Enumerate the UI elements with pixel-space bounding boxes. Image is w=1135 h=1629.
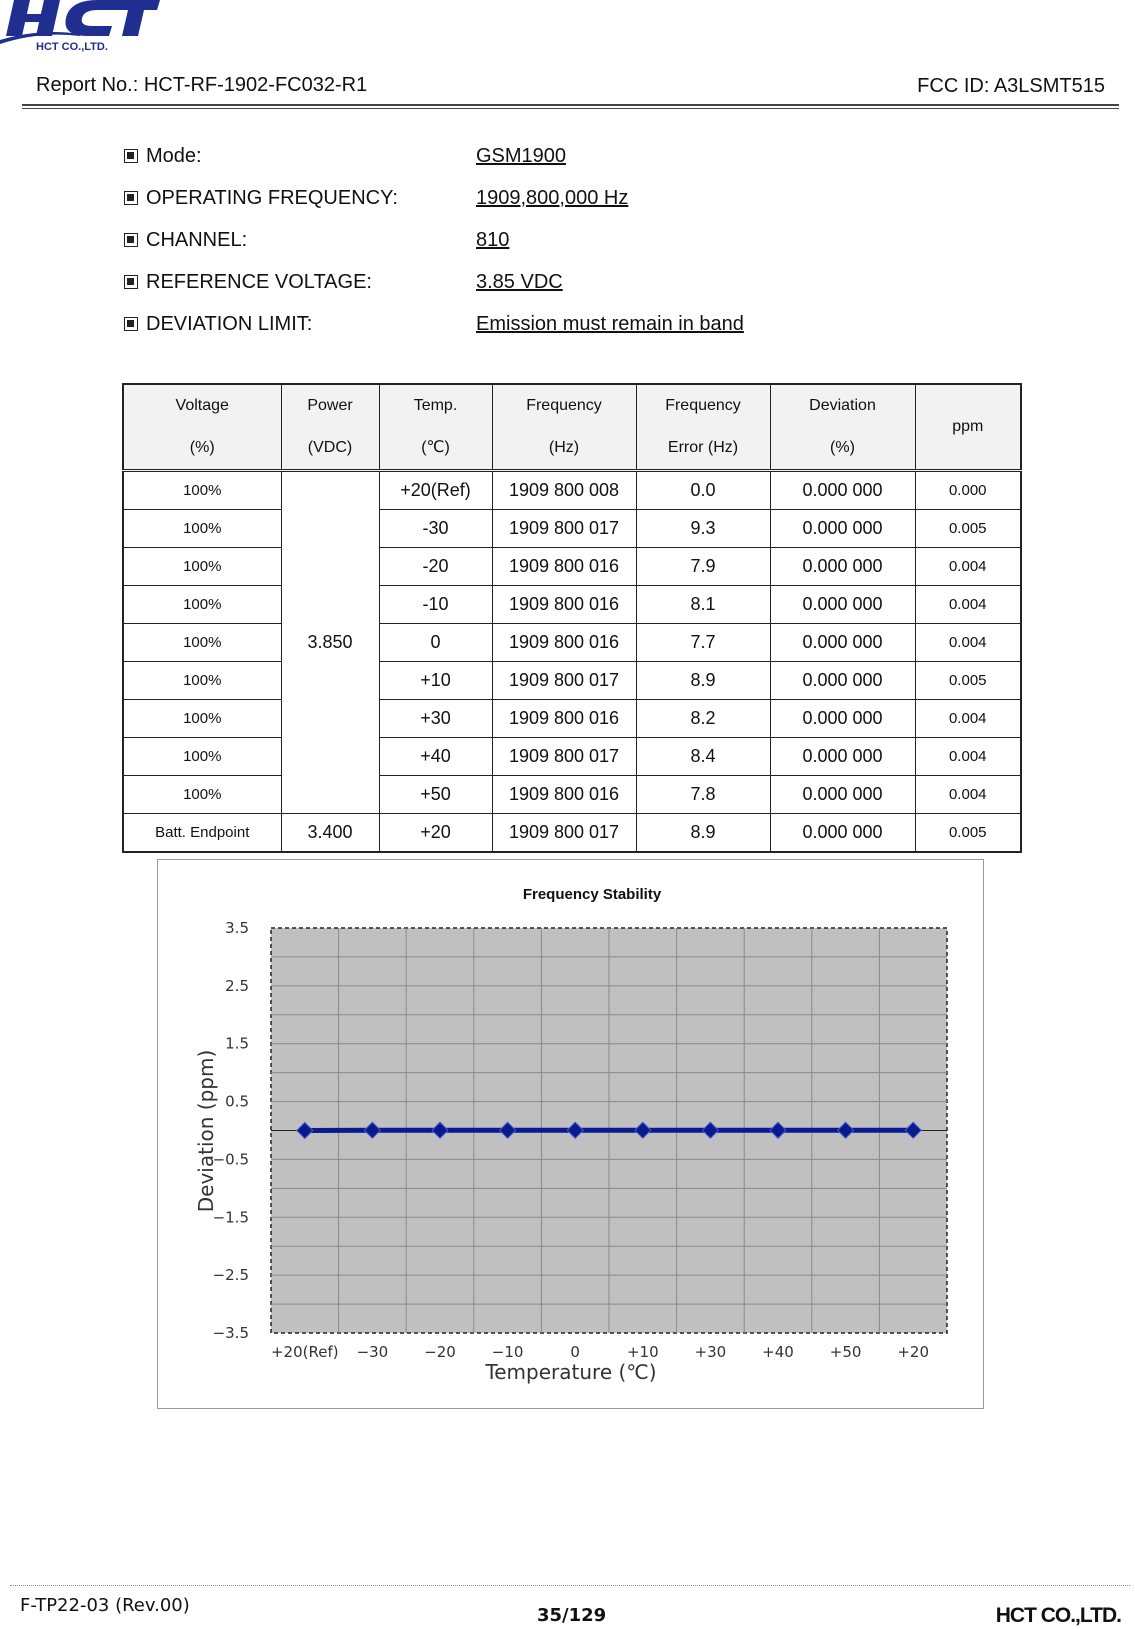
info-value-channel: 810	[476, 229, 510, 251]
cell-temp: +50	[379, 776, 492, 814]
header-divider	[22, 104, 1119, 106]
cell-freq-error: 7.7	[636, 624, 770, 662]
cell-deviation: 0.000 000	[770, 548, 915, 586]
y-tick-label: −3.5	[212, 1324, 249, 1342]
info-label: Mode:	[146, 145, 202, 167]
y-axis-label: Deviation (ppm)	[194, 1049, 218, 1213]
col-header-freq-error: Frequency Error (Hz)	[636, 384, 770, 471]
cell-ppm: 0.005	[915, 814, 1021, 853]
cell-ppm: 0.005	[915, 510, 1021, 548]
col-header-voltage: Voltage (%)	[123, 384, 281, 471]
cell-temp: -10	[379, 586, 492, 624]
cell-voltage: 100%	[123, 471, 281, 510]
y-tick-label: 1.5	[225, 1034, 249, 1053]
cell-frequency: 1909 800 008	[492, 471, 636, 510]
cell-voltage: 100%	[123, 662, 281, 700]
x-tick-label: −10	[491, 1343, 524, 1361]
cell-frequency: 1909 800 017	[492, 738, 636, 776]
cell-frequency: 1909 800 017	[492, 662, 636, 700]
footer-brand: HCT CO.,LTD.	[995, 1604, 1121, 1627]
cell-freq-error: 8.9	[636, 814, 770, 853]
cell-temp: +10	[379, 662, 492, 700]
cell-frequency: 1909 800 017	[492, 510, 636, 548]
x-tick-label: +40	[762, 1343, 794, 1361]
table-row	[123, 624, 1021, 662]
checkbox-icon	[124, 191, 138, 205]
col-header-deviation: Deviation (%)	[770, 384, 915, 471]
table-header-row	[123, 384, 1021, 471]
cell-temp: +20	[379, 814, 492, 853]
cell-temp: +40	[379, 738, 492, 776]
col-header-frequency: Frequency (Hz)	[492, 384, 636, 471]
cell-deviation: 0.000 000	[770, 471, 915, 510]
cell-voltage: 100%	[123, 776, 281, 814]
cell-temp: 0	[379, 624, 492, 662]
cell-deviation: 0.000 000	[770, 776, 915, 814]
x-axis-label: Temperature (℃)	[485, 1360, 657, 1384]
hct-logo	[0, 0, 160, 56]
cell-voltage: 100%	[123, 738, 281, 776]
cell-ppm: 0.004	[915, 548, 1021, 586]
y-axis-ticks	[213, 919, 249, 1342]
cell-temp: -30	[379, 510, 492, 548]
info-label: OPERATING FREQUENCY:	[146, 187, 398, 209]
x-tick-label: 0	[570, 1343, 580, 1361]
cell-frequency: 1909 800 016	[492, 700, 636, 738]
info-row-channel	[124, 227, 247, 253]
y-tick-label: 0.5	[225, 1092, 249, 1111]
cell-voltage: 100%	[123, 586, 281, 624]
x-tick-label: +20	[897, 1343, 930, 1361]
x-tick-label: +30	[694, 1343, 727, 1361]
checkbox-icon	[124, 317, 138, 331]
logo-subtext: HCT CO.,LTD.	[36, 41, 108, 53]
table-row-endpoint	[123, 814, 1021, 853]
cell-frequency: 1909 800 016	[492, 548, 636, 586]
cell-ppm: 0.004	[915, 700, 1021, 738]
cell-ppm: 0.004	[915, 776, 1021, 814]
cell-freq-error: 9.3	[636, 510, 770, 548]
col-header-ppm: ppm	[915, 384, 1021, 471]
cell-power: 3.400	[281, 814, 379, 853]
x-tick-label: −20	[424, 1343, 456, 1361]
info-value-mode: GSM1900	[476, 145, 567, 167]
cell-frequency: 1909 800 017	[492, 814, 636, 853]
col-header-power: Power (VDC)	[281, 384, 379, 471]
cell-deviation: 0.000 000	[770, 624, 915, 662]
cell-ppm: 0.004	[915, 738, 1021, 776]
page-number: 35/129	[537, 1605, 607, 1626]
cell-frequency: 1909 800 016	[492, 776, 636, 814]
x-axis-ticks	[271, 1343, 929, 1361]
checkbox-icon	[124, 149, 138, 163]
table-row	[123, 662, 1021, 700]
chart-title: Frequency Stability	[522, 886, 662, 903]
cell-deviation: 0.000 000	[770, 510, 915, 548]
info-row-voltage	[124, 269, 372, 295]
info-label: CHANNEL:	[146, 229, 248, 251]
table-row	[123, 471, 1021, 510]
y-tick-label: −2.5	[212, 1266, 249, 1285]
footer-divider	[10, 1585, 1130, 1586]
cell-voltage: 100%	[123, 510, 281, 548]
info-label: DEVIATION LIMIT:	[146, 313, 313, 335]
cell-voltage: 100%	[123, 548, 281, 586]
info-value-limit: Emission must remain in band	[476, 313, 744, 335]
fcc-id: FCC ID: A3LSMT515	[917, 75, 1105, 97]
cell-ppm: 0.000	[915, 471, 1021, 510]
info-row-limit	[124, 311, 312, 337]
checkbox-icon	[124, 233, 138, 247]
cell-ppm: 0.005	[915, 662, 1021, 700]
header-divider-thin	[22, 108, 1119, 109]
form-number: F-TP22-03 (Rev.00)	[20, 1595, 190, 1616]
cell-deviation: 0.000 000	[770, 700, 915, 738]
cell-ppm: 0.004	[915, 624, 1021, 662]
cell-voltage: 100%	[123, 700, 281, 738]
cell-voltage: 100%	[123, 624, 281, 662]
table-row	[123, 700, 1021, 738]
cell-freq-error: 8.2	[636, 700, 770, 738]
cell-temp: -20	[379, 548, 492, 586]
frequency-stability-chart	[157, 859, 984, 1409]
info-value-voltage: 3.85 VDC	[476, 271, 563, 293]
report-number: Report No.: HCT-RF-1902-FC032-R1	[36, 74, 368, 96]
cell-freq-error: 0.0	[636, 471, 770, 510]
y-tick-label: 3.5	[225, 919, 249, 937]
cell-frequency: 1909 800 016	[492, 624, 636, 662]
cell-freq-error: 8.9	[636, 662, 770, 700]
cell-deviation: 0.000 000	[770, 814, 915, 853]
cell-deviation: 0.000 000	[770, 662, 915, 700]
cell-temp: +20(Ref)	[379, 471, 492, 510]
cell-freq-error: 7.8	[636, 776, 770, 814]
col-header-temp: Temp. (℃)	[379, 384, 492, 471]
cell-deviation: 0.000 000	[770, 738, 915, 776]
table-row	[123, 548, 1021, 586]
cell-freq-error: 7.9	[636, 548, 770, 586]
checkbox-icon	[124, 275, 138, 289]
table-row	[123, 776, 1021, 814]
cell-freq-error: 8.1	[636, 586, 770, 624]
cell-voltage: Batt. Endpoint	[123, 814, 281, 853]
frequency-stability-table	[122, 383, 1022, 853]
table-row	[123, 510, 1021, 548]
x-tick-label: −30	[356, 1343, 389, 1361]
cell-temp: +30	[379, 700, 492, 738]
cell-frequency: 1909 800 016	[492, 586, 636, 624]
cell-deviation: 0.000 000	[770, 586, 915, 624]
table-row	[123, 586, 1021, 624]
x-tick-label: +10	[626, 1343, 659, 1361]
info-row-mode	[124, 143, 202, 169]
info-value-frequency: 1909,800,000 Hz	[476, 187, 629, 209]
y-tick-label: −0.5	[212, 1150, 249, 1169]
x-tick-label: +50	[829, 1343, 862, 1361]
cell-freq-error: 8.4	[636, 738, 770, 776]
table-row	[123, 738, 1021, 776]
info-row-frequency	[124, 185, 398, 211]
cell-ppm: 0.004	[915, 586, 1021, 624]
x-tick-label: +20(Ref)	[270, 1343, 339, 1361]
y-tick-label: 2.5	[225, 976, 249, 995]
info-label: REFERENCE VOLTAGE:	[146, 271, 372, 293]
y-tick-label: −1.5	[212, 1208, 249, 1227]
cell-power: 3.850	[281, 471, 379, 814]
